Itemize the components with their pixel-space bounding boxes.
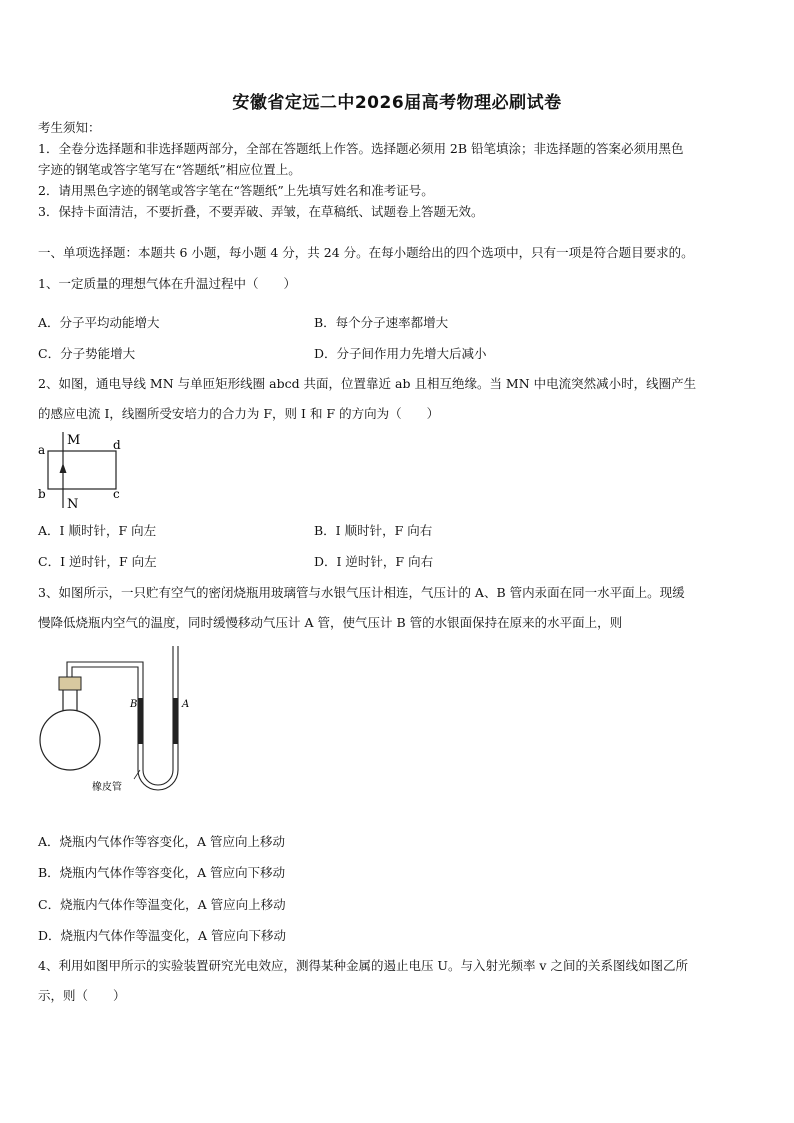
question-3-stem: 3、如图所示，一只贮有空气的密闭烧瓶用玻璃管与水银气压计相连，气压计的 A、B 管内汞面在同一水平面上。现缓 <box>38 585 685 600</box>
flask-manometer-figure <box>36 642 206 802</box>
label-b: b <box>38 487 46 501</box>
q2-option-b[interactable]: B．I 顺时针，F 向右 <box>314 523 433 538</box>
label-m: M <box>67 433 81 448</box>
question-3-stem: 慢降低烧瓶内空气的温度，同时缓慢移动气压计 A 管，使气压计 B 管的水银面保持在原来的水平面上，则 <box>38 615 623 630</box>
q3-option-c[interactable]: C．烧瓶内气体作等温变化，A 管应向上移动 <box>38 897 286 912</box>
label-c: c <box>113 487 120 501</box>
mercury-a <box>173 698 178 744</box>
label-d: d <box>113 438 121 452</box>
question-2-stem: 的感应电流 I，线圈所受安培力的合力为 F，则 I 和 F 的方向为（ ） <box>38 406 440 421</box>
section-heading: 一、单项选择题：本题共 6 小题，每小题 4 分，共 24 分。在每小题给出的四个选项中，只有一项是符合题目要求的。 <box>38 245 694 260</box>
q1-option-b[interactable]: B．每个分子速率都增大 <box>314 315 449 330</box>
wire-coil-figure <box>34 428 144 512</box>
question-1-stem: 1、一定质量的理想气体在升温过程中（ ） <box>38 276 296 291</box>
notice-item: 字迹的钢笔或答字笔写在“答题纸”相应位置上。 <box>38 162 301 177</box>
notice-heading: 考生须知： <box>38 120 101 135</box>
mercury-b <box>138 698 143 744</box>
rubber-tube <box>138 744 178 790</box>
label-rubber-tube: 橡皮管 <box>92 782 122 793</box>
question-4-stem: 示，则（ ） <box>38 988 126 1003</box>
current-arrow-icon <box>60 463 67 473</box>
label-n: N <box>67 497 79 512</box>
q3-option-b[interactable]: B．烧瓶内气体作等容变化，A 管应向下移动 <box>38 865 286 880</box>
q3-option-a[interactable]: A．烧瓶内气体作等容变化，A 管应向上移动 <box>38 834 286 849</box>
label-a: a <box>38 443 46 457</box>
page-title: 安徽省定远二中2026届高考物理必刷试卷 <box>232 93 562 113</box>
coil-rectangle <box>48 451 116 489</box>
notice-item: 2．请用黑色字迹的钢笔或答字笔在“答题纸”上先填写姓名和准考证号。 <box>38 183 434 198</box>
q3-option-d[interactable]: D．烧瓶内气体作等温变化，A 管应向下移动 <box>38 928 287 943</box>
notice-item: 1．全卷分选择题和非选择题两部分，全部在答题纸上作答。选择题必须用 2B 铅笔填涂；非选择题的答案必须用黑色 <box>38 141 684 156</box>
question-2-stem: 2、如图，通电导线 MN 与单匝矩形线圈 abcd 共面，位置靠近 ab 且相互绝缘。当 MN 中电流突然减小时，线圈产生 <box>38 376 697 391</box>
q2-option-a[interactable]: A．I 顺时针，F 向左 <box>38 523 157 538</box>
flask-bulb <box>40 710 100 770</box>
q1-option-c[interactable]: C．分子势能增大 <box>38 346 136 361</box>
stopper <box>59 677 81 690</box>
label-b: B <box>130 699 138 710</box>
notice-item: 3．保持卡面清洁，不要折叠，不要弄破、弄皱，在草稿纸、试题卷上答题无效。 <box>38 204 484 219</box>
label-a: A <box>182 699 190 710</box>
q1-option-a[interactable]: A．分子平均动能增大 <box>38 315 160 330</box>
q1-option-d[interactable]: D．分子间作用力先增大后减小 <box>314 346 487 361</box>
question-4-stem: 4、利用如图甲所示的实验装置研究光电效应，测得某种金属的遏止电压 U。与入射光频率 v 之间的关系图线如图乙所 <box>38 958 688 973</box>
q2-option-d[interactable]: D．I 逆时针，F 向右 <box>314 554 434 569</box>
q2-option-c[interactable]: C．I 逆时针，F 向左 <box>38 554 157 569</box>
